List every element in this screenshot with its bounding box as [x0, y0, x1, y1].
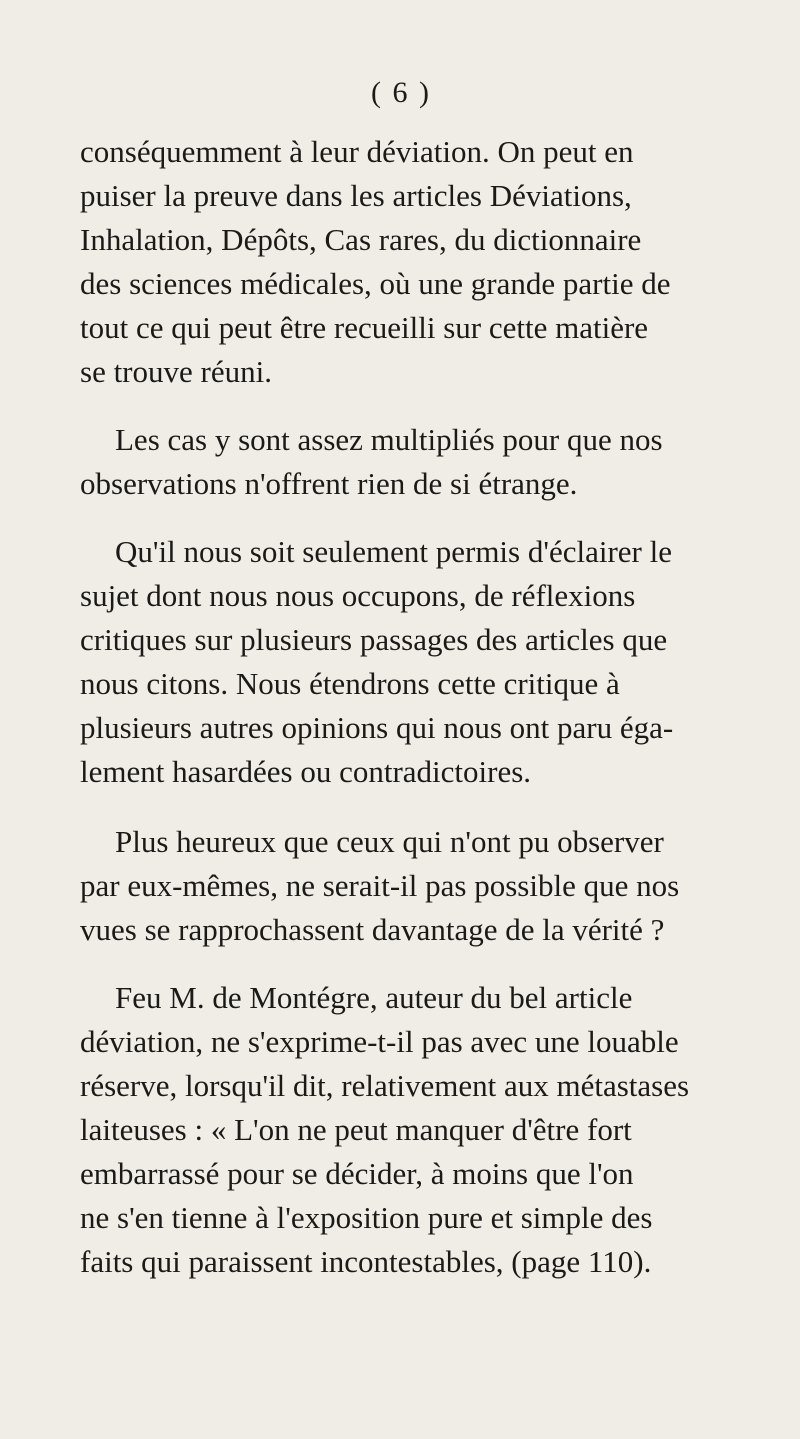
text-line: lement hasardées ou contradictoires. — [80, 754, 532, 789]
text-line: sujet dont nous nous occupons, de réflexions — [80, 578, 636, 613]
text-line: conséquemment à leur déviation. On peut en — [80, 134, 634, 169]
text-line: nous citons. Nous étendrons cette critique à — [80, 666, 620, 701]
page-number: ( 6 ) — [371, 76, 431, 109]
text-line: laiteuses : « L'on ne peut manquer d'être fort — [80, 1112, 632, 1147]
text-line: réserve, lorsqu'il dit, relativement aux métastases — [80, 1068, 690, 1103]
text-line: faits qui paraissent incontestables, (page 110). — [80, 1244, 652, 1279]
text-line: des sciences médicales, où une grande partie de — [80, 266, 671, 301]
text-line: Qu'il nous soit seulement permis d'éclairer le — [115, 534, 672, 569]
text-line: observations n'offrent rien de si étrange. — [80, 466, 578, 501]
text-line: critiques sur plusieurs passages des articles que — [80, 622, 668, 657]
text-line: puiser la preuve dans les articles Déviations, — [80, 178, 632, 213]
text-line: Feu M. de Montégre, auteur du bel article — [115, 980, 633, 1015]
text-line: plusieurs autres opinions qui nous ont paru éga- — [80, 710, 674, 745]
text-line: embarrassé pour se décider, à moins que l'on — [80, 1156, 634, 1191]
text-line: tout ce qui peut être recueilli sur cette matière — [80, 310, 649, 345]
text-line: Inhalation, Dépôts, Cas rares, du dictionnaire — [80, 222, 642, 257]
text-line: Plus heureux que ceux qui n'ont pu observer — [115, 824, 664, 859]
text-line: vues se rapprochassent davantage de la vérité ? — [80, 912, 665, 947]
text-line: par eux-mêmes, ne serait-il pas possible que nos — [80, 868, 680, 903]
text-line: se trouve réuni. — [80, 354, 272, 389]
text-line: ne s'en tienne à l'exposition pure et simple des — [80, 1200, 653, 1235]
text-line: Les cas y sont assez multipliés pour que nos — [115, 422, 663, 457]
text-line: déviation, ne s'exprime-t-il pas avec une louable — [80, 1024, 679, 1059]
